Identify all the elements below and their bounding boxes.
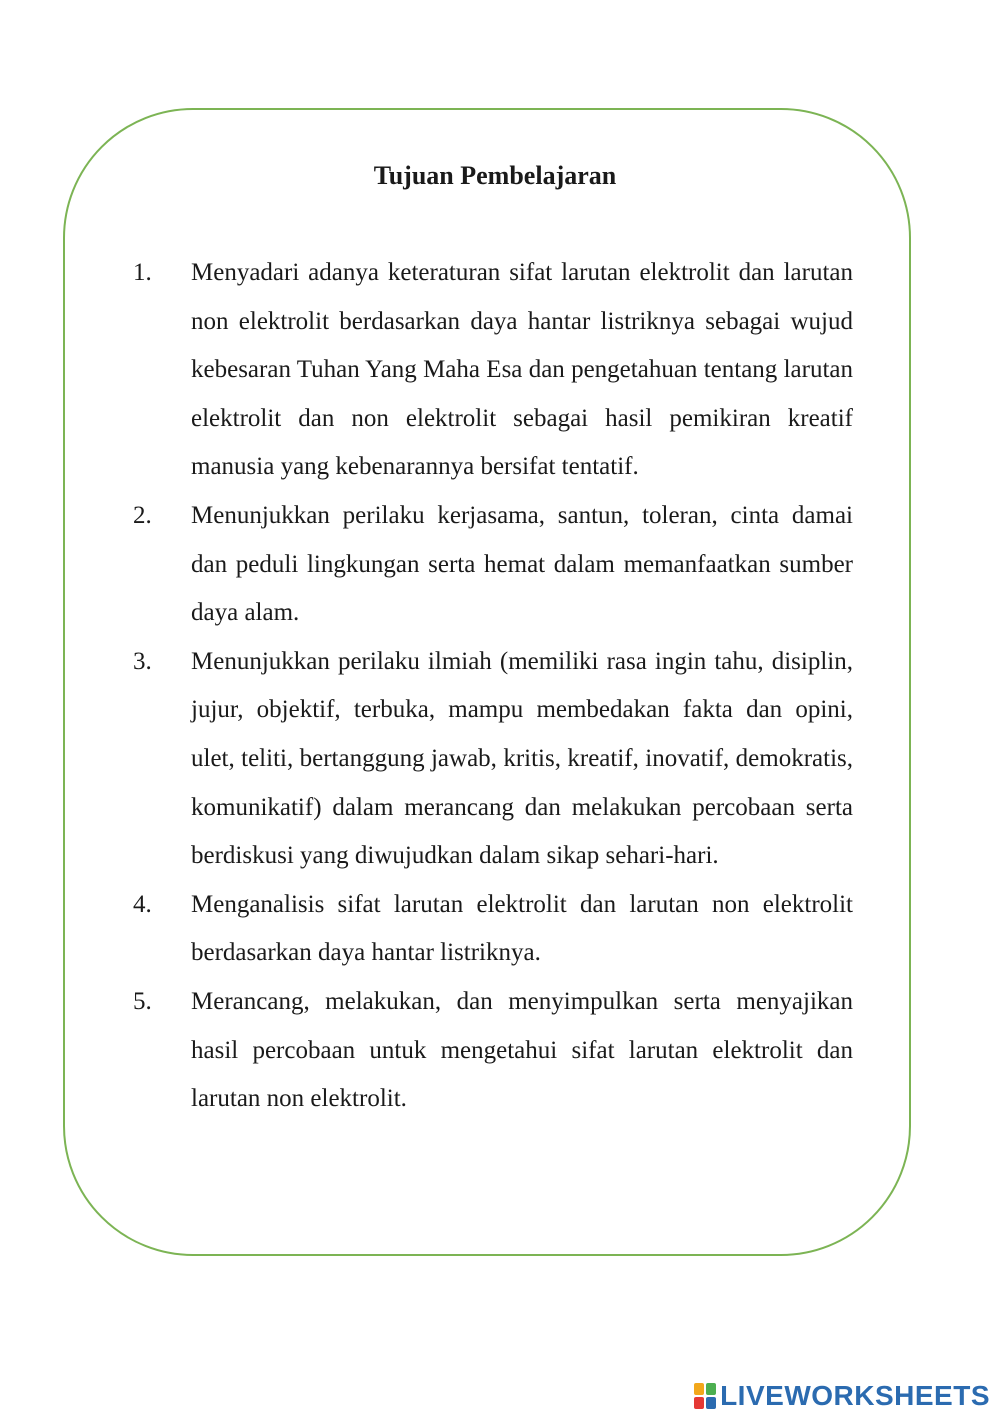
- page-title: Tujuan Pembelajaran: [373, 161, 617, 190]
- objective-item: [0, 978, 853, 1124]
- objective-text: Menganalisis sifat larutan elektrolit dan larutan non elektrolit berdasarkan daya hantar listriknya.: [191, 890, 853, 967]
- objective-text: Merancang, melakukan, dan menyimpulkan serta menyajikan hasil percobaan untuk mengetahui sifat larutan elektrolit dan larutan non elektrolit.: [191, 987, 853, 1113]
- objective-number: 1.: [133, 259, 152, 286]
- objective-number: 5.: [133, 987, 152, 1015]
- objective-item: [0, 249, 853, 492]
- objective-text: Menunjukkan perilaku kerjasama, santun, toleran, cinta damai dan peduli lingkungan serta hemat dalam memanfaatkan sumber daya alam.: [191, 501, 853, 627]
- objective-text: Menunjukkan perilaku ilmiah (memiliki rasa ingin tahu, disiplin, jujur, objektif, terbuka, mampu membedakan fakta dan opini, ulet, teliti, bertanggung jawab, kritis, kreatif, inovatif, demokratis, komunikatif) dalam merancang dan melakukan percobaan serta berdiskusi yang diwujudkan dalam sikap sehari-hari.: [191, 647, 853, 870]
- objective-text: Menyadari adanya keteraturan sifat larutan elektrolit dan larutan non elektrolit berdasarkan daya hantar listriknya sebagai wujud kebesaran Tuhan Yang Maha Esa dan pengetahuan tentang larutan elektrolit dan non elektrolit sebagai hasil pemikiran kreatif manusia yang kebenarannya bersifat tentatif.: [191, 259, 853, 481]
- objective-item: [0, 881, 853, 978]
- liveworksheets-brand[interactable]: [694, 1380, 990, 1412]
- objective-number: 3.: [133, 647, 152, 675]
- liveworksheets-logo-icon: [694, 1383, 716, 1409]
- objective-item: [0, 492, 853, 638]
- objective-number: 4.: [133, 890, 152, 918]
- objective-number: 2.: [133, 501, 152, 529]
- objective-item: [0, 638, 853, 881]
- objectives-list: [0, 249, 853, 1124]
- brand-wordmark: LIVEWORKSHEETS: [720, 1380, 990, 1411]
